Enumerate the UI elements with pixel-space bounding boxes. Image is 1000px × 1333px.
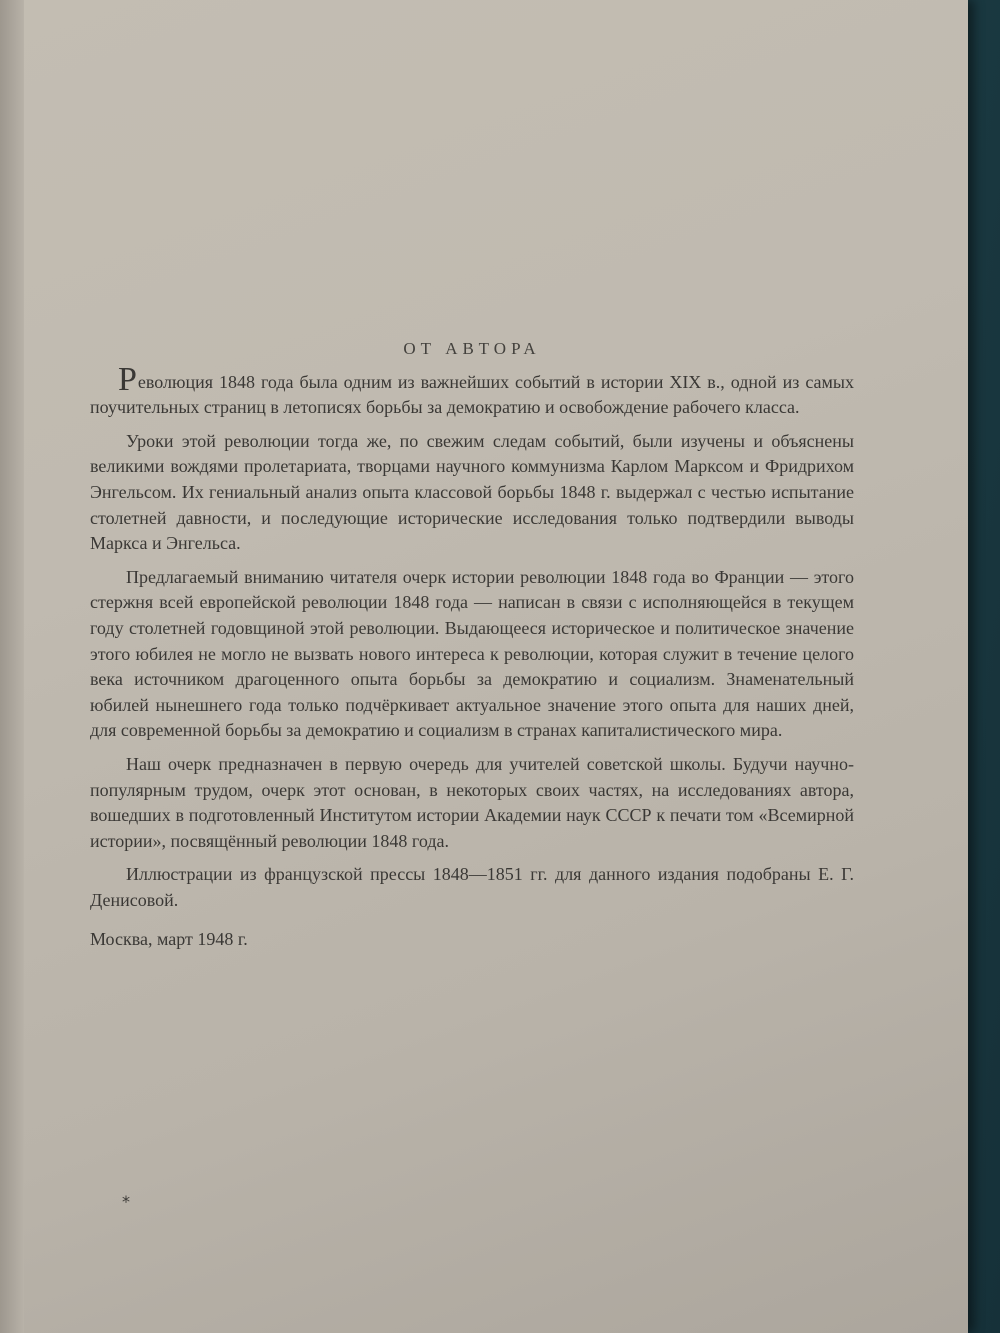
page-gutter-shadow	[0, 0, 24, 1333]
paragraph-3: Предлагаемый вниманию читателя очерк истории революции 1848 года во Франции — этого стержня всей европейской революции 1848 года — написан в связи с исполняющейся в текущем году столетней годовщиной этой революции. Выдающееся историческое и политическое значение этого юбилея не могло не вызвать нового интереса к революции, которая служит в течение целого века источником драгоценного опыта борьбы за демократию и социализм. Знаменательный юбилей нынешнего года только подчёркивает актуальное значение этого опыта для наших дней, для современной борьбы за демократию и социализм в странах капиталистического мира.	[90, 566, 854, 741]
signature-place-date: Москва, март 1948 г.	[90, 929, 248, 950]
footnote-mark: *	[122, 1192, 130, 1211]
preface-heading: ОТ АВТОРА	[403, 339, 541, 358]
paragraph-5: Иллюстрации из французской прессы 1848—1851 гг. для данного издания подобраны Е. Г. Денисовой.	[90, 864, 854, 910]
drop-cap: Р	[118, 360, 137, 398]
paragraph-1	[90, 360, 854, 421]
paragraph-1-text: еволюция 1848 года была одним из важнейших событий в истории XIX в., одной из самых поучительных страниц в летописях борьбы за демократию и освобождение рабочего класса.	[90, 371, 854, 418]
preface-text	[90, 336, 854, 961]
paragraph-4: Наш очерк предназначен в первую очередь для учителей советской школы. Будучи научно-популярным трудом, очерк этот основан, в некоторых своих частях, на исследованиях автора, вошедших в подготовленный Институтом истории Академии наук СССР к печати том «Всемирной истории», посвящённый революции 1848 года.	[90, 753, 854, 851]
paragraph-2: Уроки этой революции тогда же, по свежим следам событий, были изучены и объяснены великими вождями пролетариата, творцами научного коммунизма Карлом Марксом и Фридрихом Энгельсом. Их гениальный анализ опыта классовой борьбы 1848 г. выдержал с честью испытание столетней давности, и последующие исторические исследования только подтвердили выводы Маркса и Энгельса.	[90, 430, 854, 554]
